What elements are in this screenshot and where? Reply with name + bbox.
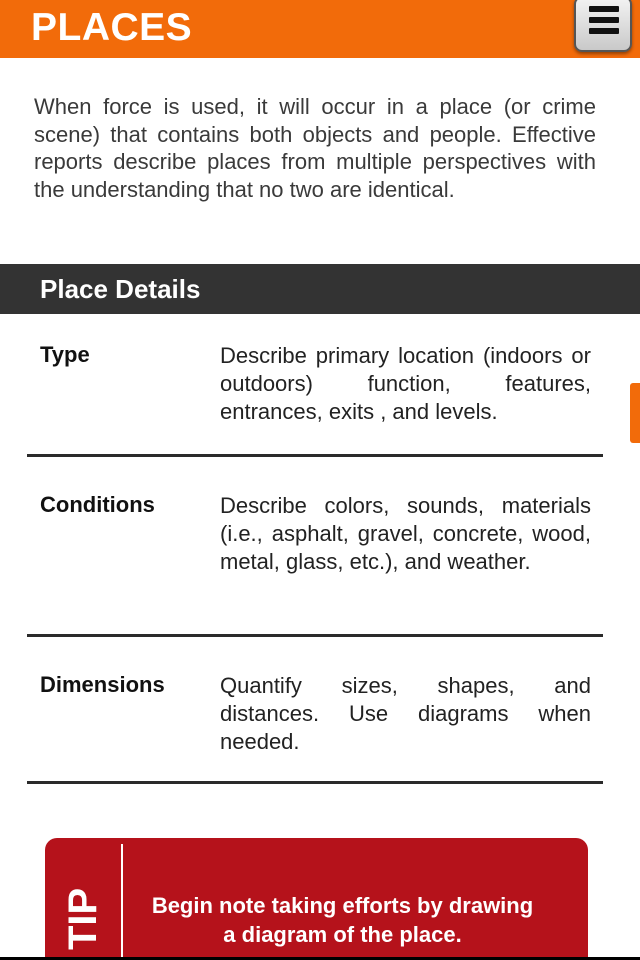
tip-label: TIP [61, 887, 105, 950]
divider [27, 781, 603, 784]
detail-label: Type [40, 342, 90, 367]
tip-box [45, 838, 588, 960]
scroll-indicator[interactable] [630, 383, 640, 443]
detail-description: Quantify sizes, shapes, and distances. Use diagrams when needed. [220, 673, 591, 754]
detail-label: Conditions [40, 492, 155, 517]
tip-text: Begin note taking efforts by drawing a diagram of the place. [151, 893, 534, 947]
menu-button[interactable] [574, 0, 632, 52]
detail-label: Dimensions [40, 672, 165, 697]
section-title: Place Details [40, 274, 201, 304]
detail-description: Describe primary location (indoors or outdoors) function, features, entrances, exits , and levels. [220, 343, 591, 424]
header-bar [0, 0, 640, 58]
intro-paragraph: When force is used, it will occur in a place (or crime scene) that contains both objects and people. Effective reports describe places from multiple perspectives with the understanding that no two are identical. [34, 94, 596, 202]
page-title: PLACES [31, 6, 193, 49]
divider [27, 454, 603, 457]
section-header [0, 264, 640, 314]
divider [27, 634, 603, 637]
tip-separator [121, 844, 123, 960]
detail-description: Describe colors, sounds, materials (i.e., asphalt, gravel, concrete, wood, metal, glass, etc.), and weather. [220, 493, 591, 574]
